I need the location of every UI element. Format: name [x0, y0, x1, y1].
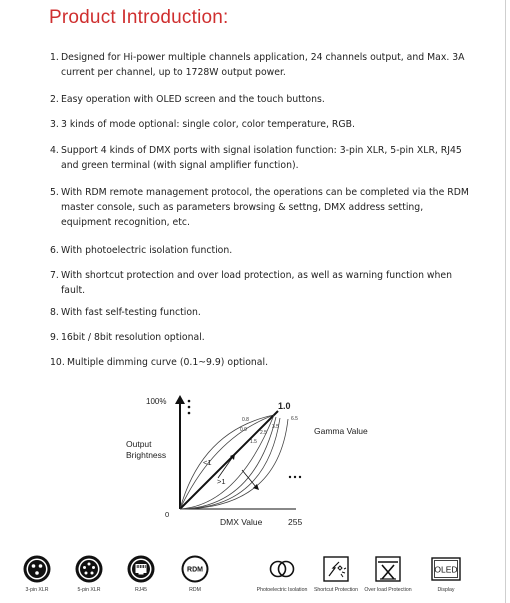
feature-item — [50, 185, 470, 230]
linear-curve-label: 1.0 — [278, 401, 291, 411]
icon-caption: RJ45 — [134, 587, 148, 593]
y-axis-label-line2: Brightness — [126, 450, 167, 460]
icon-item-rj45 — [111, 551, 171, 603]
gamma-curve-graphic — [110, 392, 400, 532]
icon-item-shortcut-protection — [306, 551, 366, 603]
page-title: Product Introduction: — [49, 7, 229, 28]
x-axis-max-label: 255 — [288, 517, 303, 527]
icon-item-rdm — [165, 551, 225, 603]
y-axis-arrow — [175, 395, 185, 404]
icon-item-3-pin-xlr — [7, 551, 67, 603]
feature-item — [50, 143, 470, 173]
feature-number: 6. — [50, 245, 59, 256]
feature-number: 7. — [50, 270, 59, 281]
shortcut-protection-icon — [321, 554, 351, 584]
feature-text: With shortcut protection and over load protection, as well as warning function when fault. — [61, 270, 453, 296]
gamma-curve-diagram — [110, 392, 400, 532]
feature-item — [50, 305, 470, 320]
feature-number: 2. — [50, 94, 59, 105]
gamma-value-legend: Gamma Value — [314, 426, 368, 436]
5-pin-xlr-icon — [74, 554, 104, 584]
rdm-icon — [180, 554, 210, 584]
rj45-icon — [126, 554, 156, 584]
icon-caption: Shortcut Protection — [313, 587, 359, 593]
feature-text: Designed for Hi-power multiple channels application, 24 channels output, and Max. 3A current per channel, up to 1728W output power. — [61, 52, 465, 78]
feature-number: 4. — [50, 145, 59, 156]
page-edge-rule — [505, 0, 506, 603]
feature-text: With RDM remote management protocol, the operations can be completed via the RDM master console, such as parameters browsing & settng, DMX address setting, equipment recognition, etc. — [61, 187, 469, 228]
rdm-glyph-text: RDM — [187, 566, 203, 574]
ellipsis-dot — [299, 476, 301, 478]
feature-number: 1. — [50, 52, 59, 63]
feature-text: 16bit / 8bit resolution optional. — [61, 332, 205, 343]
origin-label: 0 — [165, 510, 170, 519]
feature-number: 5. — [50, 187, 59, 198]
overload-protection-icon — [373, 554, 403, 584]
y-axis-label-line1: Output — [126, 439, 152, 449]
icon-item-photoelectric — [252, 551, 312, 603]
photoelectric-isolation-icon — [267, 554, 297, 584]
less-than-one-label: <1 — [203, 458, 212, 467]
icon-caption: Display — [437, 587, 455, 593]
feature-text: With photoelectric isolation function. — [61, 245, 233, 256]
curve-label-2-5: 2.5 — [260, 430, 267, 436]
icon-item-5-pin-xlr — [59, 551, 119, 603]
icon-caption: Photoelectric Isolation — [256, 587, 308, 593]
icon-caption: 3-pin XLR — [25, 587, 49, 593]
axis-dot — [188, 406, 191, 409]
curve-label-1-5: 1.5 — [250, 439, 257, 445]
feature-text: Support 4 kinds of DMX ports with signal isolation function: 3-pin XLR, 5-pin XLR, RJ45 and green terminal (with signal amplifier function). — [61, 145, 462, 171]
feature-item — [50, 330, 470, 345]
axis-dot — [188, 412, 191, 415]
axis-dot — [188, 400, 191, 403]
feature-text: Easy operation with OLED screen and the touch buttons. — [61, 94, 325, 105]
icon-caption: RDM — [189, 587, 201, 593]
feature-text: 3 kinds of mode optional: single color, color temperature, RGB. — [61, 119, 355, 130]
greater-than-one-label: >1 — [217, 477, 226, 486]
greater-than-one-arrow — [242, 470, 256, 487]
feature-item — [50, 92, 470, 107]
feature-item — [50, 117, 470, 132]
oled-display-icon — [431, 554, 461, 584]
feature-number: 3. — [50, 119, 59, 130]
feature-number: 10. — [50, 357, 65, 368]
3-pin-xlr-icon — [22, 554, 52, 584]
icon-caption: Over load Protection — [364, 587, 412, 593]
feature-text: With fast self-testing function. — [61, 307, 201, 318]
ellipsis-dot — [289, 476, 291, 478]
icon-item-overload-protection — [358, 551, 418, 603]
feature-number: 9. — [50, 332, 59, 343]
feature-icon-row — [0, 551, 510, 603]
x-axis-label: DMX Value — [220, 517, 263, 527]
oled-glyph-text: OLED — [434, 564, 458, 575]
feature-number: 8. — [50, 307, 59, 318]
ellipsis-dot — [294, 476, 296, 478]
feature-text: Multiple dimming curve (0.1~9.9) optional. — [67, 357, 269, 368]
icon-caption: 5-pin XLR — [77, 587, 101, 593]
curve-label-3-5: 3.5 — [272, 424, 279, 430]
gamma-linear-line — [180, 411, 278, 509]
icon-item-oled-display — [416, 551, 476, 603]
curve-label-0-8: 0.8 — [242, 417, 249, 423]
feature-item — [50, 355, 470, 370]
feature-item — [50, 50, 470, 80]
feature-item — [50, 268, 470, 298]
curve-label-6-5: 6.5 — [291, 416, 298, 422]
feature-item — [50, 243, 470, 258]
y-axis-max-label: 100% — [146, 397, 167, 406]
curve-label-0-9: 0.9 — [240, 427, 247, 433]
